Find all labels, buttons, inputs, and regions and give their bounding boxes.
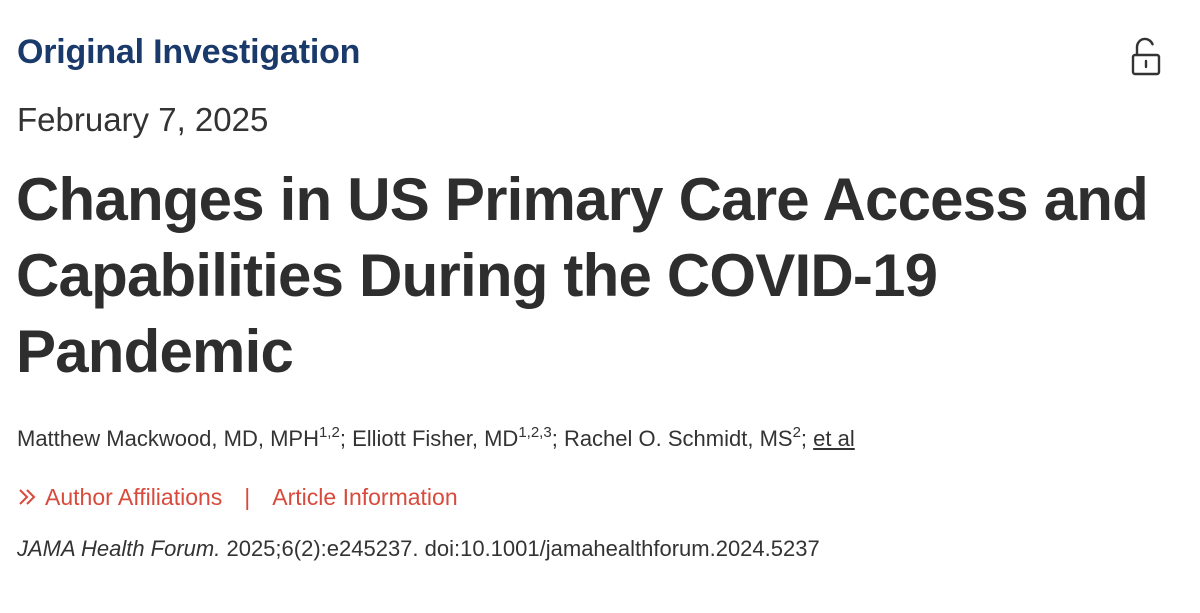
article-title: Changes in US Primary Care Access and Capabilities During the COVID-19 Pandemic [16, 166, 1148, 385]
journal-name: JAMA Health Forum. [17, 536, 221, 561]
link-divider: | [244, 484, 251, 510]
double-chevron-right-icon[interactable] [17, 487, 39, 507]
author-affiliations-link[interactable]: Author Affiliations [45, 484, 223, 510]
citation-details: 2025;6(2):e245237. doi:10.1001/jamahealthforum.2024.5237 [220, 536, 820, 561]
unlocked-padlock-icon[interactable] [1128, 36, 1164, 78]
author-list [17, 422, 855, 456]
article-type-label: Original Investigation [17, 33, 361, 71]
author-name[interactable]: Elliott Fisher, MD [352, 426, 519, 451]
citation-line [17, 531, 820, 567]
author-name[interactable]: Rachel O. Schmidt, MS [563, 426, 793, 451]
author-separator: ; [800, 426, 814, 451]
et-al-link[interactable]: et al [813, 426, 855, 451]
article-links-row [17, 480, 458, 514]
author-separator: ; [551, 426, 564, 451]
article-information-link[interactable]: Article Information [272, 484, 458, 510]
author-affiliation-numbers: 2 [792, 424, 801, 441]
author-affiliation-numbers: 1,2 [318, 424, 340, 441]
author-separator: ; [339, 426, 353, 451]
publication-date: February 7, 2025 [17, 101, 269, 138]
author-name[interactable]: Matthew Mackwood, MD, MPH [17, 426, 319, 451]
author-affiliation-numbers: 1,2,3 [518, 424, 552, 441]
